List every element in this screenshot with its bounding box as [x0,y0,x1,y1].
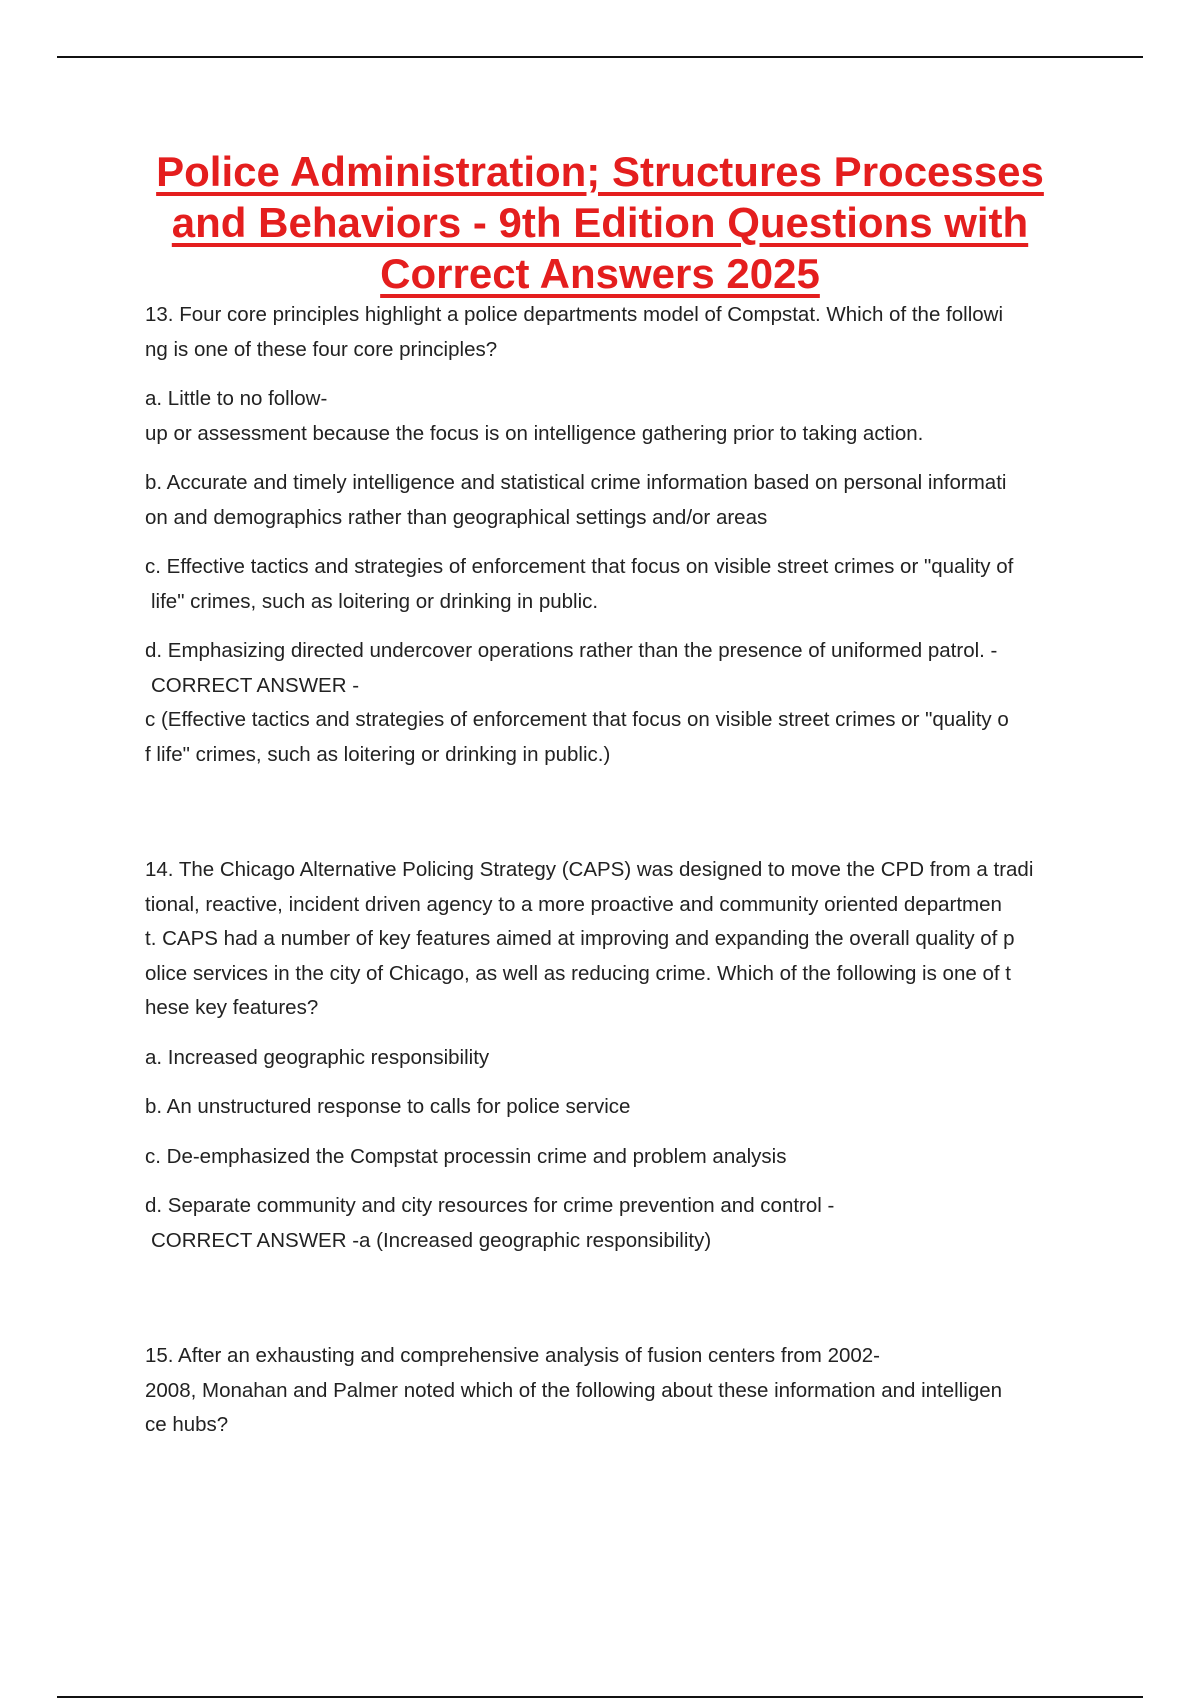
text-line: hese key features? [145,996,319,1019]
text-line: a. Increased geographic responsibility [145,1045,490,1069]
correct-answer-text: CORRECT ANSWER -a (Increased geographic responsibility) [151,1228,712,1252]
text-line: ce hubs? [145,1413,229,1436]
text-line: t. CAPS had a number of key features aimed at improving and expanding the overall quality of p [145,927,1015,950]
correct-answer-text: c (Effective tactics and strategies of enforcement that focus on visible street crimes or "quality o [145,708,1009,731]
text-line: a. Little to no follow- [145,387,328,410]
question-spacer [145,1273,1090,1339]
question-13-option-c [145,550,1090,619]
text-line: b. Accurate and timely intelligence and statistical crime information based on personal informati [145,471,1007,494]
title-line-2: and Behaviors - 9th Edition Questions with [171,199,1029,246]
question-13-option-b [145,466,1090,535]
question-spacer [145,787,1090,853]
question-14-option-c [145,1140,1090,1175]
question-14-option-a [145,1041,1090,1076]
text-line: on and demographics rather than geographical settings and/or areas [145,505,768,529]
top-rule [57,56,1143,58]
correct-answer-text: f life" crimes, such as loitering or drinking in public.) [145,742,611,766]
question-14-option-d [145,1189,1090,1258]
question-15-text [145,1339,1090,1443]
title-line-3: Correct Answers 2025 [380,250,820,297]
question-14-text [145,853,1090,1026]
question-13-option-a [145,382,1090,451]
text-line: d. Separate community and city resources for crime prevention and control - [145,1194,835,1217]
text-line: 14. The Chicago Alternative Policing Strategy (CAPS) was designed to move the CPD from a tradi [145,858,1034,881]
question-13-option-d [145,634,1090,772]
text-line: 13. Four core principles highlight a police departments model of Compstat. Which of the followi [145,303,1004,326]
text-line: c. De-emphasized the Compstat processin crime and problem analysis [145,1144,787,1168]
question-14-option-b [145,1090,1090,1125]
document-body [145,298,1090,1458]
text-line: life" crimes, such as loitering or drinking in public. [151,589,599,613]
document-title [100,146,1100,299]
text-line: olice services in the city of Chicago, as well as reducing crime. Which of the following is one of t [145,961,1011,985]
text-line: b. An unstructured response to calls for police service [145,1095,631,1118]
text-line: up or assessment because the focus is on intelligence gathering prior to taking action. [145,421,924,445]
text-line: c. Effective tactics and strategies of enforcement that focus on visible street crimes or "quality of [145,555,1014,578]
question-13-text [145,298,1090,367]
text-line: 15. After an exhausting and comprehensive analysis of fusion centers from 2002- [145,1344,881,1367]
correct-answer-label: CORRECT ANSWER - [151,673,360,697]
text-line: ng is one of these four core principles? [145,337,498,361]
title-line-1: Police Administration; Structures Processes [156,148,1044,195]
text-line: 2008, Monahan and Palmer noted which of the following about these information and intelligen [145,1378,1003,1402]
bottom-rule [57,1696,1143,1698]
text-line: d. Emphasizing directed undercover operations rather than the presence of uniformed patrol. - [145,639,998,662]
text-line: tional, reactive, incident driven agency to a more proactive and community oriented departmen [145,892,1002,916]
